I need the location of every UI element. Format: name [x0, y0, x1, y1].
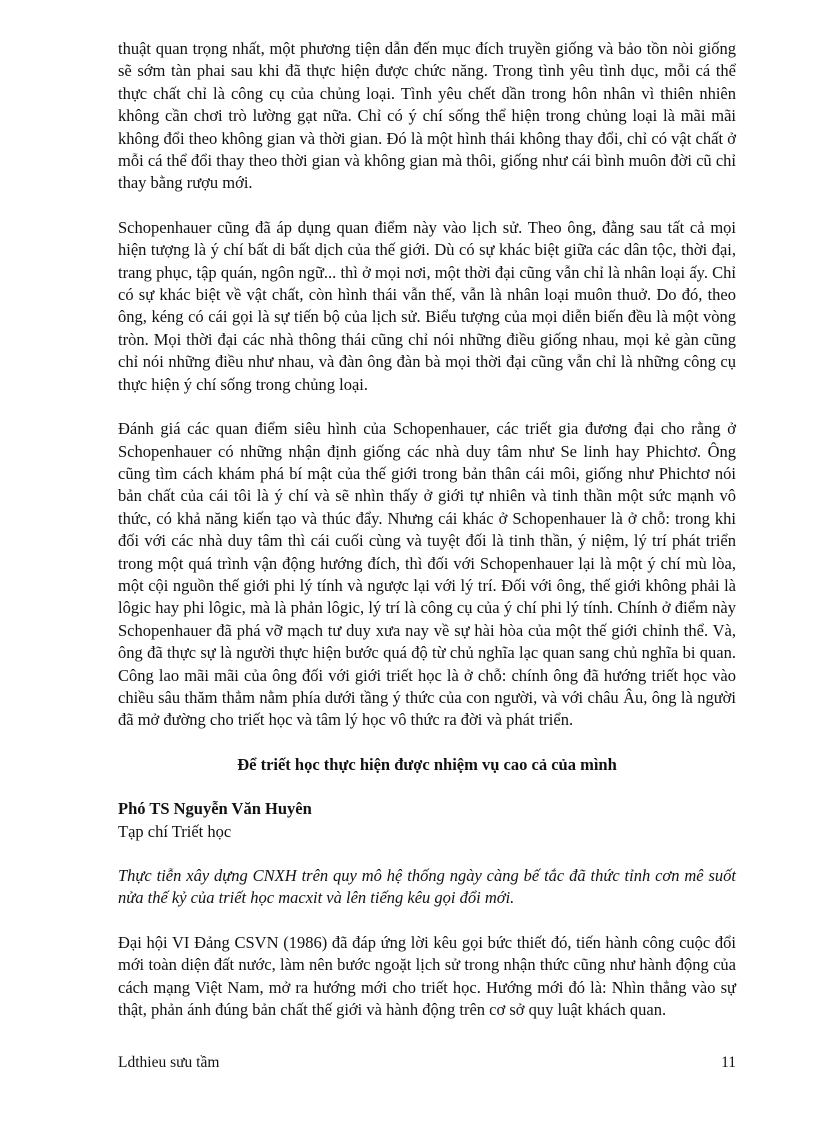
footer-source: Ldthieu sưu tầm	[118, 1054, 220, 1071]
paragraph-2: Schopenhauer cũng đã áp dụng quan điểm này vào lịch sử. Theo ông, đằng sau tất cả mọi hiện tượng là ý chí bất di bất dịch của thế giới. Dù có sự khác biệt giữa các dân tộc, thời đại, trang phục, tập quán, ngôn ngữ... thì ở mọi nơi, một thời đại cũng vẫn chỉ là nhân loại ấy. Chỉ có sự khác biệt về vật chất, còn hình thái vẫn thế, vẫn là nhân loại muôn thuở. Do đó, theo ông, kéng có cái gọi là sự tiến bộ của lịch sử. Biểu tượng của mọi diễn biến đều là một vòng tròn. Mọi thời đại các nhà thông thái cũng chỉ nói những điều giống nhau, mọi kẻ gàn cũng chỉ nói những điều như nhau, và đàn ông đàn bà mọi thời đại cũng vẫn chỉ là những công cụ thực hiện ý chí sống trong chủng loại.	[118, 217, 736, 394]
document-page	[118, 38, 736, 1021]
paragraph-3: Đánh giá các quan điểm siêu hình của Schopenhauer, các triết gia đương đại cho rằng ở Schopenhauer có những nhận định giống các nhà duy tâm như Se linh hay Phichtơ. Ông cũng tìm cách khám phá bí mật của thế giới trong bản thân cái môi, giống như Phichtơ nói bản chất của cái tôi là ý chí và sẽ nhìn thấy ở giới tự nhiên và tinh thần một sức mạnh vô thức, có khả năng kiến tạo và thúc đẩy. Nhưng cái khác ở Schopenhauer là ở chỗ: trong khi đối với các nhà duy tâm thì cái cuối cùng và tuyệt đối là tinh thần, ý niệm, lý trí phát triển trong một quá trình vận động hướng đích, thì đối với Schopenhauer lại là một ý chí mù lòa, một cội nguồn thế giới phi lý tính và ngược lại với lý trí. Đối với ông, thế giới không phải là lôgic hay phi lôgic, mà là phản lôgic, lý trí là công cụ của ý chí phi lý tính. Chính ở điểm này Schopenhauer đã phá vỡ mạch tư duy xưa nay về sự hài hòa của một thế giới chỉnh thể. Và, ông đã thực sự là người thực hiện bước quá độ từ chủ nghĩa lạc quan sang chủ nghĩa bi quan. Công lao mãi mãi của ông đối với giới triết học là ở chỗ: chính ông đã hướng triết học vào chiều sâu thăm thẳm nằm phía dưới tầng ý thức của con người, và với châu Âu, ông là người đã mở đường cho triết học và tâm lý học vô thức ra đời và phát triển.	[118, 419, 736, 730]
page-number: 11	[721, 1054, 736, 1071]
page-footer	[118, 1054, 736, 1072]
abstract: Thực tiễn xây dựng CNXH trên quy mô hệ thống ngày càng bế tắc đã thức tỉnh cơn mê suốt nửa thế kỷ của triết học macxit và lên tiếng kêu gọi đổi mới.	[118, 866, 736, 908]
author-name: Phó TS Nguyễn Văn Huyên	[118, 799, 312, 819]
section-heading: Để triết học thực hiện được nhiệm vụ cao cả của mình	[237, 754, 617, 774]
author-affiliation: Tạp chí Triết học	[118, 821, 232, 841]
paragraph-4: Đại hội VI Đảng CSVN (1986) đã đáp ứng lời kêu gọi bức thiết đó, tiến hành công cuộc đổi mới toàn diện đất nước, làm nên bước ngoặt lịch sử trong nhận thức cũng như hành động của cách mạng Việt Nam, mở ra hướng mới cho triết học. Hướng mới đó là: Nhìn thẳng vào sự thật, phản ánh đúng bản chất thế giới và hành động trên cơ sở quy luật khách quan.	[118, 932, 736, 1020]
paragraph-1: thuật quan trọng nhất, một phương tiện dẫn đến mục đích truyền giống và bảo tồn nòi giống sẽ sớm tàn phai sau khi đã thực hiện được chức năng. Trong tình yêu tình dục, mỗi cá thể thực chất chỉ là công cụ của chủng loại. Tình yêu chết dần trong hôn nhân vì thiên nhiên không cần chơi trò lường gạt nữa. Chỉ có ý chí sống thể hiện trong chủng loại là mãi mãi không đổi theo không gian và thời gian. Đó là một hình thái không thay đổi, chỉ có vật chất ở mỗi cá thể đổi thay theo thời gian và không gian mà thôi, giống như cái bình muôn đời cũ chỉ thay bằng rượu mới.	[118, 39, 736, 193]
